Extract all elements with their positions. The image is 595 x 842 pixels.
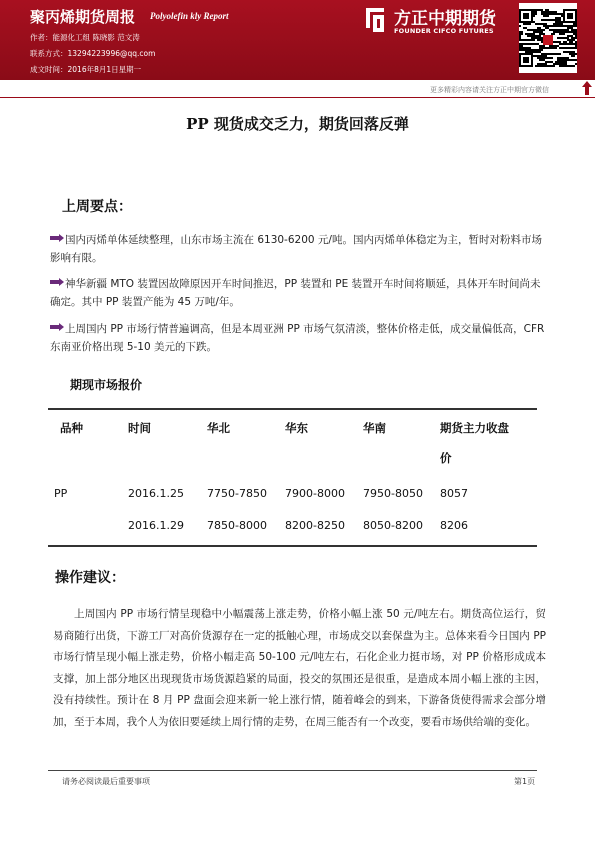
summary-bullet — [50, 320, 550, 356]
advice-heading: 操作建议： — [55, 570, 125, 586]
header-divider — [0, 97, 595, 98]
footer-disclaimer: 请务必阅读最后重要事项 — [62, 777, 150, 786]
summary-bullet — [50, 231, 550, 267]
table-header-cell: 期货主力收盘 — [440, 421, 509, 435]
contact-line: 联系方式：13294223996@qq.com — [30, 49, 156, 58]
table-header-cell: 品种 — [60, 421, 83, 435]
date-line: 成文时间：2016年8月1日星期一 — [30, 65, 142, 74]
logo-text-cn: 方正中期期货 — [394, 9, 496, 29]
table-header-cell: 华北 — [207, 421, 230, 435]
bullet-arrow-icon — [50, 323, 64, 331]
bullet-text: 神华新疆 MTO 装置因故障原因开车时间推迟，PP 装置和 PE 装置开车时间将顺延，具体开车时间尚未确定。其中 PP 装置产能为 45 万吨/年。 — [50, 278, 541, 308]
table-cell: 2016.1.29 — [128, 519, 184, 532]
table-bottom-rule — [48, 545, 537, 547]
page-number: 第1页 — [514, 777, 536, 786]
bullet-text: 上周国内 PP 市场行情普遍调高，但是本周亚洲 PP 市场气氛清淡，整体价格走低，成交量偏低高，CFR 东南亚价格出现 5-10 美元的下跌。 — [50, 323, 545, 353]
advice-paragraph: 上周国内 PP 市场行情呈现稳中小幅震荡上涨走势，价格小幅上涨 50 元/吨左右。期货高位运行，贸易商随行出货，下游工厂对高价货源存在一定的抵触心理，市场成交以套保盘为主。总体来看今日国内 PP 市场行情呈现小幅上涨走势，价格小幅走高 50-100 元/吨左右，石化企业力挺市场，对 PP 价格形成成本支撑，加上部分地区出现现货市场货源趋紧的局面，投交的氛围还是很重，是造成本周小幅上涨的主因，没有持续性。预计在 8 月 PP 盘面会迎来新一轮上涨行情，随着峰会的到来，下游备货使得需求会部分增加，至于本周，我个人为依旧要延续上周行情的走势，在周三能否有一个改变，要看市场供给端的变化。 — [53, 608, 546, 728]
table-cell: 8050-8200 — [363, 519, 423, 532]
table-cell: 7750-7850 — [207, 487, 267, 500]
report-subtitle: Polyolefin kly Report — [150, 11, 229, 21]
bullet-arrow-icon — [50, 234, 64, 242]
summary-heading: 上周要点： — [62, 199, 132, 215]
table-cell: 7950-8050 — [363, 487, 423, 500]
table-top-rule — [48, 408, 537, 410]
report-title: 聚丙烯期货周报 — [30, 8, 136, 26]
table-header-cell: 时间 — [128, 421, 151, 435]
document-title: PP 现货成交乏力，期货回落反弹 — [186, 115, 409, 133]
table-cell: 7900-8000 — [285, 487, 345, 500]
up-arrow-icon — [581, 80, 593, 96]
table-cell: 8200-8250 — [285, 519, 345, 532]
table-cell: PP — [54, 487, 68, 500]
table-heading: 期现市场报价 — [70, 378, 143, 392]
bullet-arrow-icon — [50, 278, 64, 286]
bullet-text: 国内丙烯单体延续整理，山东市场主流在 6130-6200 元/吨。国内丙烯单体稳定为主，暂时对粉料市场影响有限。 — [50, 234, 542, 264]
table-header-cell: 华东 — [285, 421, 308, 435]
author-line: 作者：能源化工组 陈晓影 范文涛 — [30, 33, 140, 42]
table-cell: 2016.1.25 — [128, 487, 184, 500]
qr-code-icon — [519, 3, 577, 73]
company-logo — [362, 4, 517, 40]
summary-bullet — [50, 275, 550, 311]
table-header-cell: 价 — [440, 451, 452, 465]
table-cell: 8206 — [440, 519, 468, 532]
wechat-banner: 更多精彩内容请关注方正中期官方微信 — [430, 86, 549, 94]
table-cell: 7850-8000 — [207, 519, 267, 532]
footer-divider — [48, 770, 537, 771]
table-cell: 8057 — [440, 487, 468, 500]
logo-text-en: FOUNDER CIFCO FUTURES — [394, 27, 494, 35]
report-header — [0, 0, 595, 80]
table-header-cell: 华南 — [363, 421, 386, 435]
founder-logo-icon — [362, 6, 388, 34]
